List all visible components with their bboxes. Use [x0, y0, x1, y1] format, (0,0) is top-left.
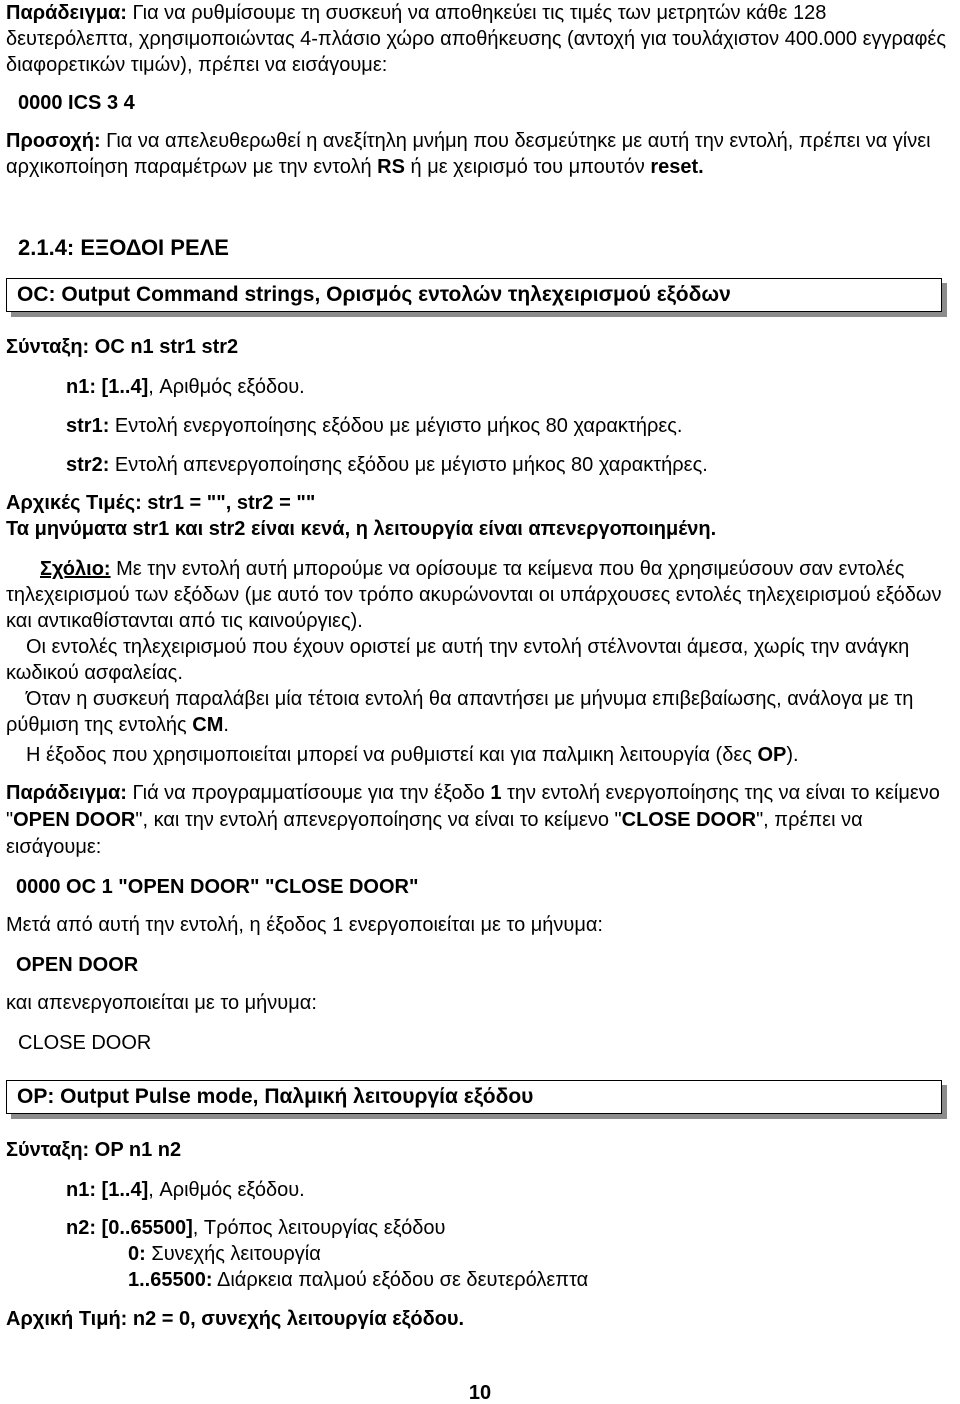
oc-comment-3-text: Όταν η συσκευή παραλάβει μία τέτοια εντολή θα απαντήσει με μήνυμα επιβεβαίωσης, ανάλογα με τη ρύθμιση της εντολής — [6, 688, 914, 736]
oc-comment-4 — [6, 742, 954, 768]
oc-example — [6, 780, 954, 861]
op-param-n2-name: n2: — [66, 1217, 96, 1239]
oc-comment-2: Οι εντολές τηλεχειρισμού που έχουν οριστεί με αυτή την εντολή στέλνονται άμεσα, χωρίς την ανάγκη κωδικού ασφαλείας. — [6, 636, 910, 684]
op-syntax: Σύνταξη: OP n1 n2 — [6, 1139, 182, 1161]
op-option-1-key: 1..65500: — [128, 1269, 213, 1291]
oc-param-str1-name: str1: — [66, 415, 110, 437]
oc-param-str1-desc: Εντολή ενεργοποίησης εξόδου με μέγιστο μήκος 80 χαρακτήρες. — [109, 415, 683, 437]
intro-text: Για να ρυθμίσουμε τη συσκευή να αποθηκεύει τις τιμές των μετρητών κάθε 128 δευτερόλεπτα, χρησιμοποιώντας 4-πλάσιο χώρο αποθήκευσης (αντοχή για τουλάχιστον 400.000 εγγραφές διαφορετικών τιμών), πρέπει να εισάγουμε: — [6, 2, 946, 76]
oc-param-str2-name: str2: — [66, 454, 110, 476]
oc-comment-label: Σχόλιο: — [40, 558, 111, 580]
oc-comment-3-cm: CM — [192, 714, 224, 736]
oc-example-label: Παράδειγμα: — [6, 782, 127, 804]
oc-message-off: CLOSE DOOR — [18, 1032, 152, 1054]
oc-syntax: Σύνταξη: OC n1 str1 str2 — [6, 336, 239, 358]
intro-command: 0000 ICS 3 4 — [18, 92, 135, 114]
warning-text-1: Για να απελευθερωθεί η ανεξίτηλη μνήμη που δεσμεύτηκε με αυτή την εντολή, πρέπει να γίνει αρχικοποίηση παραμέτρων με την εντολή — [6, 130, 931, 178]
section-title: 2.1.4: ΕΞΟΔΟΙ ΡΕΛΕ — [18, 235, 229, 260]
op-option-1-desc: Διάρκεια παλμού εξόδου σε δευτερόλεπτα — [212, 1269, 589, 1291]
oc-example-text-4: ", πρέπει να εισάγουμε: — [6, 809, 863, 858]
oc-example-open: OPEN DOOR — [13, 809, 136, 831]
op-header-box — [6, 1080, 942, 1114]
warning-reset: reset. — [650, 156, 704, 178]
oc-comment-3 — [6, 686, 954, 738]
oc-example-text-3: ", και την εντολή απενεργοποίησης να είναι το κείμενο " — [135, 809, 622, 831]
oc-header: OC: Output Command strings, Ορισμός εντολών τηλεχειρισμού εξόδων — [17, 283, 731, 306]
op-option-1 — [128, 1267, 588, 1293]
oc-comment-3-end: . — [223, 714, 229, 736]
oc-after-text: Μετά από αυτή την εντολή, η έξοδος 1 ενεργοποιείται με το μήνυμα: — [6, 914, 603, 936]
warning-text-2: ή με χειρισμό του μπουτόν — [404, 156, 651, 178]
oc-header-box — [6, 278, 942, 312]
op-param-n1-desc: , Αριθμός εξόδου. — [148, 1179, 305, 1201]
oc-param-n1-range: [1..4] — [96, 376, 149, 398]
oc-param-str2-desc: Εντολή απενεργοποίησης εξόδου με μέγιστο μήκος 80 χαρακτήρες. — [109, 454, 708, 476]
oc-comment-1 — [6, 556, 954, 634]
oc-example-output: 1 — [490, 782, 502, 804]
oc-param-str2 — [66, 452, 708, 478]
op-param-n1-range: [1..4] — [96, 1179, 149, 1201]
oc-comment-1-text: Με την εντολή αυτή μπορούμε να ορίσουμε τα κείμενα που θα χρησιμεύσουν σαν εντολές τηλεχειρισμού των εξόδων (με αυτό τον τρόπο ακυρώνονται οι υπάρχουσες εντολές τηλεχειρισμού εξόδων και αντικαθίστανται από τις καινούργιες). — [6, 558, 942, 632]
oc-comment-4-text: Η έξοδος που χρησιμοποιείται μπορεί να ρυθμιστεί και για παλμικη λειτουργία (δες — [26, 744, 758, 766]
oc-param-str1 — [66, 413, 682, 439]
op-option-0 — [128, 1241, 321, 1267]
op-param-n1-name: n1: — [66, 1179, 96, 1201]
intro-label: Παράδειγμα: — [6, 2, 127, 24]
warning-label: Προσοχή: — [6, 130, 101, 152]
oc-initial-values: Αρχικές Τιμές: str1 = "", str2 = "" — [6, 492, 316, 514]
oc-initial-note: Τα μηνύματα str1 και str2 είναι κενά, η λειτουργία είναι απενεργοποιημένη. — [6, 518, 717, 540]
oc-comment-4-op: OP — [757, 744, 787, 766]
warning-paragraph — [6, 128, 954, 180]
page-number: 10 — [468, 1382, 492, 1404]
oc-example-text-2: την εντολή ενεργοποίησης της να είναι το κείμενο " — [6, 782, 940, 831]
oc-example-text-1: Γιά να προγραμματίσουμε για την έξοδο — [126, 782, 491, 804]
oc-param-n1-desc: , Αριθμός εξόδου. — [148, 376, 305, 398]
oc-deactivate-text: και απενεργοποιείται με το μήνυμα: — [6, 992, 317, 1014]
oc-param-n1 — [66, 374, 305, 400]
op-param-n1 — [66, 1177, 305, 1203]
warning-rs: RS — [377, 156, 405, 178]
op-param-n2-range: [0..65500] — [96, 1217, 193, 1239]
op-option-0-desc: Συνεχής λειτουργία — [145, 1243, 321, 1265]
op-param-n2 — [66, 1215, 445, 1241]
op-header: OP: Output Pulse mode, Παλμική λειτουργία εξόδου — [17, 1085, 534, 1108]
op-param-n2-desc: , Τρόπος λειτουργίας εξόδου — [192, 1217, 446, 1239]
oc-example-command: 0000 OC 1 "OPEN DOOR" "CLOSE DOOR" — [16, 876, 419, 898]
oc-param-n1-name: n1: — [66, 376, 96, 398]
op-initial-value: Αρχική Τιμή: n2 = 0, συνεχής λειτουργία εξόδου. — [6, 1308, 465, 1330]
op-option-0-key: 0: — [128, 1243, 146, 1265]
oc-example-close: CLOSE DOOR — [621, 809, 757, 831]
intro-paragraph — [6, 0, 954, 78]
oc-comment-4-end: ). — [786, 744, 799, 766]
oc-message-on: OPEN DOOR — [16, 954, 139, 976]
